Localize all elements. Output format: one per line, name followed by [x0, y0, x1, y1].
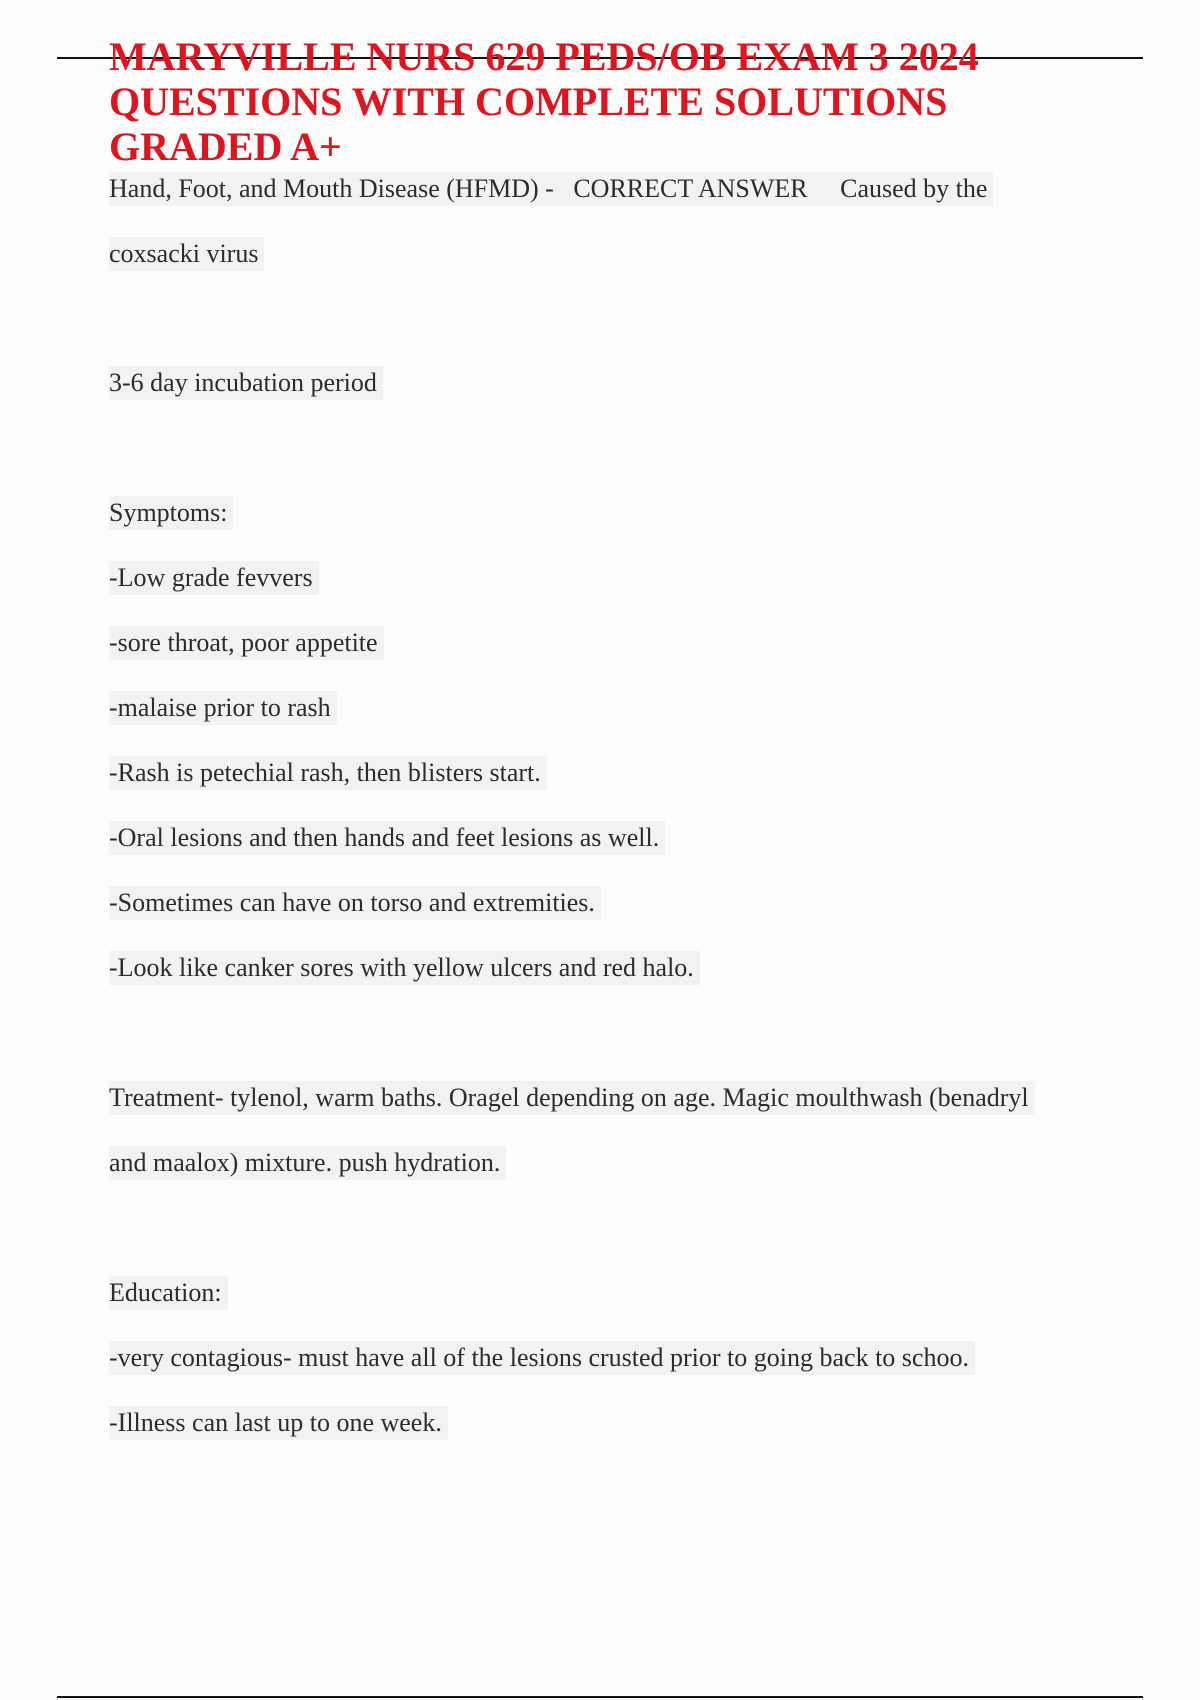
question-line: Hand, Foot, and Mouth Disease (HFMD) - CORRECT ANSWER Caused by the [109, 172, 993, 206]
symptom-item: -Rash is petechial rash, then blisters start. [109, 756, 547, 790]
title-line-2: QUESTIONS WITH COMPLETE SOLUTIONS [109, 79, 948, 124]
treatment-line-cont: and maalox) mixture. push hydration. [109, 1146, 506, 1180]
symptom-item: -malaise prior to rash [109, 691, 337, 725]
symptoms-heading: Symptoms: [109, 496, 233, 530]
education-heading: Education: [109, 1276, 228, 1310]
symptom-item: -sore throat, poor appetite [109, 626, 384, 660]
treatment-line: Treatment- tylenol, warm baths. Oragel depending on age. Magic moulthwash (benadryl [109, 1081, 1035, 1115]
symptom-item: -Oral lesions and then hands and feet lesions as well. [109, 821, 665, 855]
symptom-item: -Sometimes can have on torso and extremities. [109, 886, 601, 920]
symptom-item: -Low grade fevvers [109, 561, 319, 595]
title-line-3: GRADED A+ [109, 124, 342, 169]
education-item: -Illness can last up to one week. [109, 1406, 448, 1440]
incubation-line: 3-6 day incubation period [109, 366, 383, 400]
answer-line: coxsacki virus [109, 237, 264, 271]
document-title [109, 34, 1089, 169]
education-item: -very contagious- must have all of the lesions crusted prior to going back to schoo. [109, 1341, 975, 1375]
footer-rule [57, 1696, 1143, 1698]
title-line-1: MARYVILLE NURS 629 PEDS/OB EXAM 3 2024 [109, 34, 979, 79]
symptom-item: -Look like canker sores with yellow ulcers and red halo. [109, 951, 700, 985]
